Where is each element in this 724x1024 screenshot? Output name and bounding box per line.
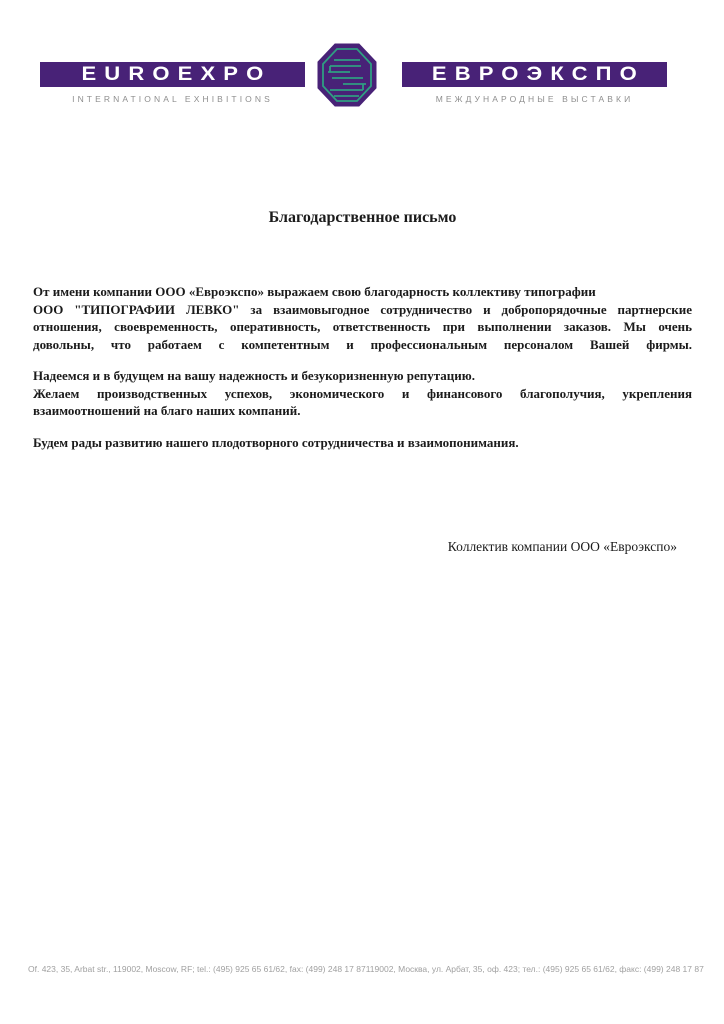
letter-body <box>33 283 692 451</box>
body-line: ООО "ТИПОГРАФИИ ЛЕВКО" за взаимовыгодное сотрудничество и добропорядочные партнерские <box>33 301 692 317</box>
footer-contacts <box>28 964 704 974</box>
body-line: Будем рады развитию нашего плодотворного сотрудничества и взаимопонимания. <box>33 434 519 450</box>
body-line: Желаем производственных успехов, экономического и финансового благополучия, укрепления <box>33 385 692 401</box>
body-line: Надеемся и в будущем на вашу надежность и безукоризненную репутацию. <box>33 368 475 383</box>
letterhead <box>0 0 724 160</box>
letterhead-subtitle-en: INTERNATIONAL EXHIBITIONS <box>72 94 273 104</box>
signature-line: Коллектив компании ООО «Евроэкспо» <box>447 539 677 554</box>
footer-address-en: Of. 423, 35, Arbat str., 119002, Moscow, RF; tel.: (495) 925 65 61/62, fax: (499) 248 17 87 <box>28 964 366 974</box>
euroexpo-wordmark-ru: ЕВРОЭКСПО <box>432 64 646 85</box>
euroexpo-octagon-logo-icon <box>317 43 377 107</box>
letterhead-subtitle-ru: МЕЖДУНАРОДНЫЕ ВЫСТАВКИ <box>435 94 634 104</box>
body-line: От имени компании ООО «Евроэкспо» выражаем свою благодарность коллективу типографии <box>33 284 596 299</box>
letter-content <box>33 160 692 556</box>
letter-title: Благодарственное письмо <box>268 209 457 226</box>
body-line: отношения, своевременность, оперативность, ответственность при выполнении заказов. Мы очень <box>33 319 692 334</box>
euroexpo-wordmark-en: EUROEXPO <box>81 64 272 85</box>
euroexpo-banner-en <box>40 62 305 87</box>
footer-address-ru: 119002, Москва, ул. Арбат, 35, оф. 423; тел.: (495) 925 65 61/62, факс: (499) 248 17 87 <box>365 964 704 974</box>
euroexpo-banner-ru <box>402 62 667 87</box>
body-line: взаимоотношений на благо наших компаний. <box>33 403 301 418</box>
body-line: довольны, что работаем с компетентным и профессиональным персоналом Вашей фирмы. <box>33 336 692 352</box>
